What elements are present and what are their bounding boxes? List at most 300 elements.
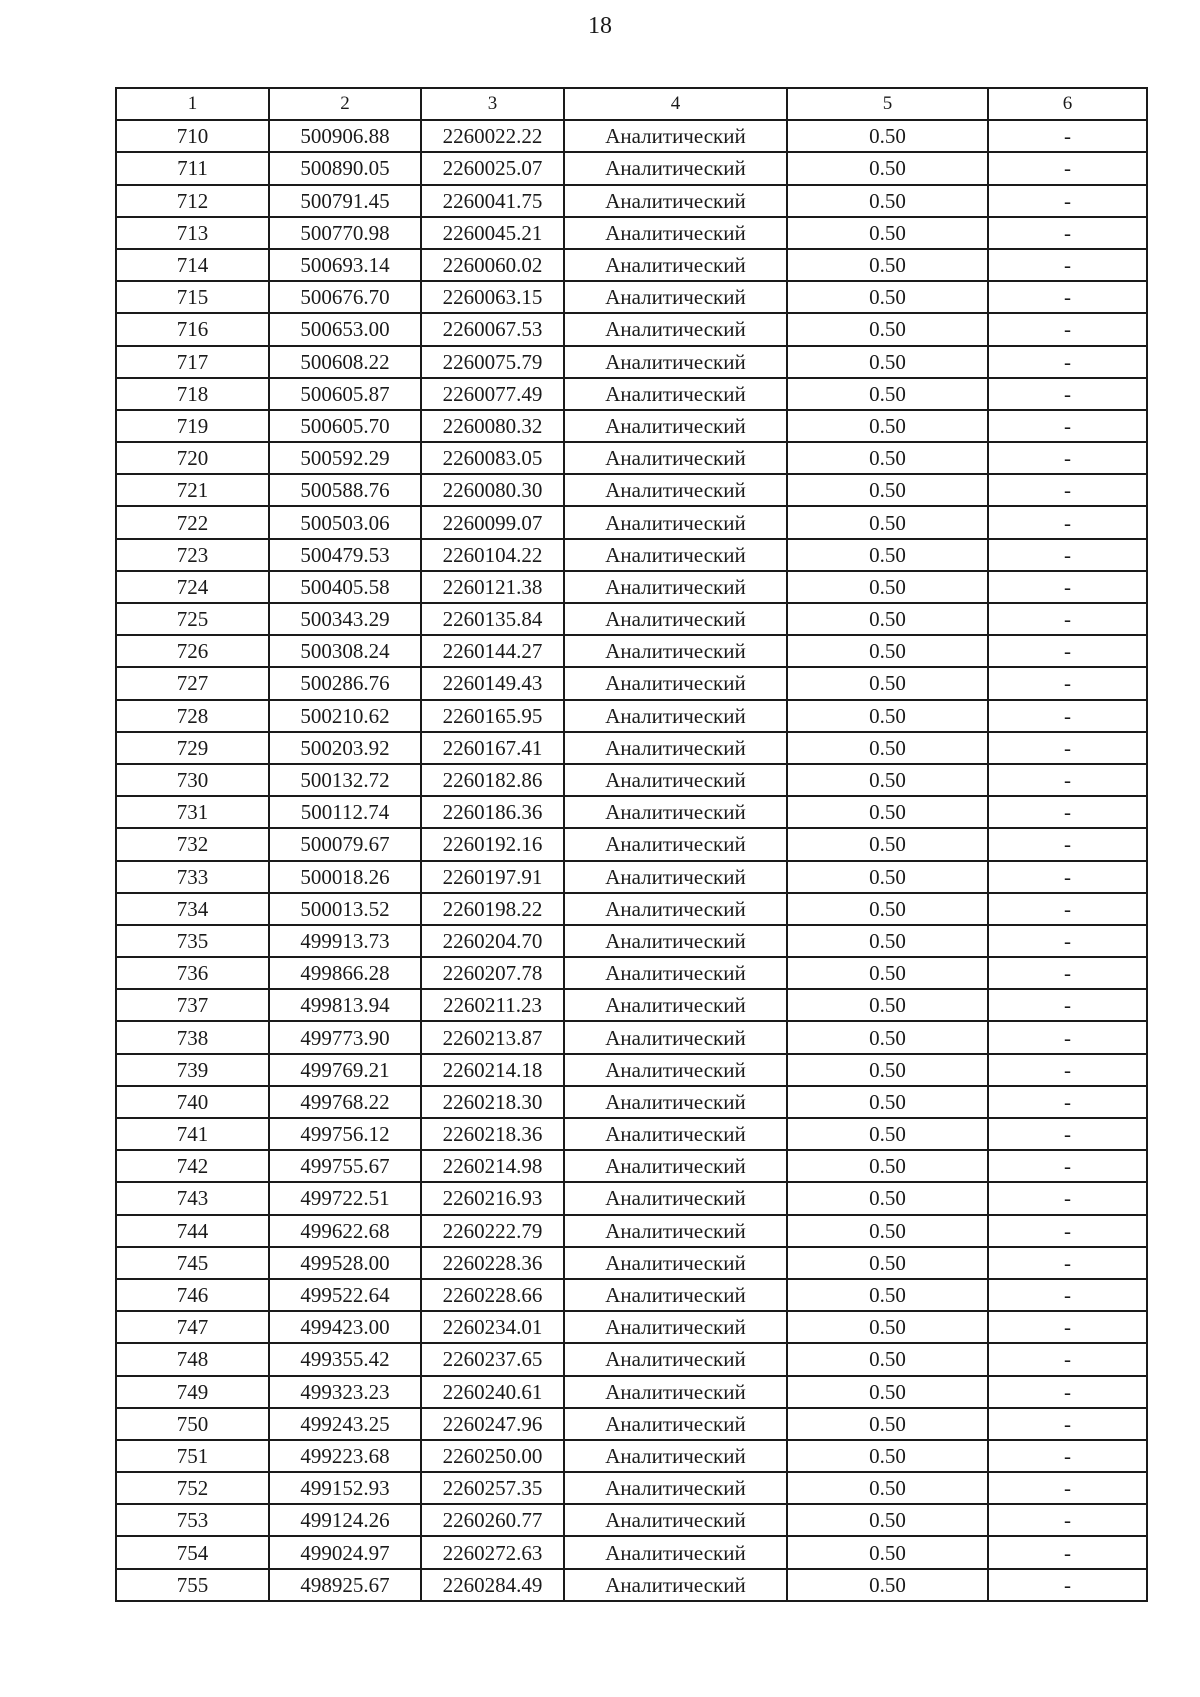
accuracy-cell: 0.50 <box>787 667 988 699</box>
note-cell: - <box>988 1182 1147 1214</box>
table-row <box>116 1054 1147 1086</box>
note-cell: - <box>988 1054 1147 1086</box>
accuracy-cell: 0.50 <box>787 925 988 957</box>
x-coordinate-cell: 499866.28 <box>269 957 421 989</box>
x-coordinate-cell: 500791.45 <box>269 185 421 217</box>
method-cell: Аналитический <box>564 1504 787 1536</box>
coordinates-table <box>115 87 1148 1602</box>
y-coordinate-cell: 2260192.16 <box>421 828 564 860</box>
table-row <box>116 152 1147 184</box>
y-coordinate-cell: 2260272.63 <box>421 1536 564 1568</box>
x-coordinate-cell: 500592.29 <box>269 442 421 474</box>
accuracy-cell: 0.50 <box>787 989 988 1021</box>
page-number: 18 <box>588 13 612 39</box>
x-coordinate-cell: 499722.51 <box>269 1182 421 1214</box>
accuracy-cell: 0.50 <box>787 1118 988 1150</box>
x-coordinate-cell: 500308.24 <box>269 635 421 667</box>
note-cell: - <box>988 506 1147 538</box>
note-cell: - <box>988 378 1147 410</box>
x-coordinate-cell: 499522.64 <box>269 1279 421 1311</box>
x-coordinate-cell: 500605.70 <box>269 410 421 442</box>
table-row <box>116 1150 1147 1182</box>
accuracy-cell: 0.50 <box>787 571 988 603</box>
x-coordinate-cell: 500608.22 <box>269 346 421 378</box>
x-coordinate-cell: 500203.92 <box>269 732 421 764</box>
method-cell: Аналитический <box>564 700 787 732</box>
y-coordinate-cell: 2260228.66 <box>421 1279 564 1311</box>
table-row <box>116 442 1147 474</box>
x-coordinate-cell: 500503.06 <box>269 506 421 538</box>
accuracy-cell: 0.50 <box>787 732 988 764</box>
accuracy-cell: 0.50 <box>787 1054 988 1086</box>
point-number-cell: 724 <box>116 571 269 603</box>
y-coordinate-cell: 2260077.49 <box>421 378 564 410</box>
accuracy-cell: 0.50 <box>787 1311 988 1343</box>
x-coordinate-cell: 499243.25 <box>269 1408 421 1440</box>
accuracy-cell: 0.50 <box>787 539 988 571</box>
table-row <box>116 1472 1147 1504</box>
header-cell-1: 1 <box>116 88 269 120</box>
y-coordinate-cell: 2260080.30 <box>421 474 564 506</box>
method-cell: Аналитический <box>564 635 787 667</box>
y-coordinate-cell: 2260222.79 <box>421 1215 564 1247</box>
y-coordinate-cell: 2260121.38 <box>421 571 564 603</box>
method-cell: Аналитический <box>564 1054 787 1086</box>
point-number-cell: 714 <box>116 249 269 281</box>
table-row <box>116 346 1147 378</box>
method-cell: Аналитический <box>564 1215 787 1247</box>
method-cell: Аналитический <box>564 957 787 989</box>
note-cell: - <box>988 571 1147 603</box>
method-cell: Аналитический <box>564 828 787 860</box>
x-coordinate-cell: 500210.62 <box>269 700 421 732</box>
point-number-cell: 747 <box>116 1311 269 1343</box>
y-coordinate-cell: 2260083.05 <box>421 442 564 474</box>
point-number-cell: 730 <box>116 764 269 796</box>
method-cell: Аналитический <box>564 1247 787 1279</box>
table-row <box>116 1118 1147 1150</box>
table-row <box>116 1440 1147 1472</box>
point-number-cell: 754 <box>116 1536 269 1568</box>
x-coordinate-cell: 499622.68 <box>269 1215 421 1247</box>
note-cell: - <box>988 249 1147 281</box>
note-cell: - <box>988 1569 1147 1601</box>
x-coordinate-cell: 499323.23 <box>269 1376 421 1408</box>
x-coordinate-cell: 500132.72 <box>269 764 421 796</box>
note-cell: - <box>988 1472 1147 1504</box>
table-row <box>116 861 1147 893</box>
accuracy-cell: 0.50 <box>787 861 988 893</box>
accuracy-cell: 0.50 <box>787 378 988 410</box>
point-number-cell: 719 <box>116 410 269 442</box>
method-cell: Аналитический <box>564 893 787 925</box>
point-number-cell: 737 <box>116 989 269 1021</box>
method-cell: Аналитический <box>564 603 787 635</box>
accuracy-cell: 0.50 <box>787 1440 988 1472</box>
note-cell: - <box>988 764 1147 796</box>
method-cell: Аналитический <box>564 1569 787 1601</box>
table-row <box>116 378 1147 410</box>
point-number-cell: 739 <box>116 1054 269 1086</box>
y-coordinate-cell: 2260022.22 <box>421 120 564 152</box>
method-cell: Аналитический <box>564 313 787 345</box>
note-cell: - <box>988 1408 1147 1440</box>
y-coordinate-cell: 2260080.32 <box>421 410 564 442</box>
accuracy-cell: 0.50 <box>787 346 988 378</box>
x-coordinate-cell: 499223.68 <box>269 1440 421 1472</box>
method-cell: Аналитический <box>564 861 787 893</box>
x-coordinate-cell: 499756.12 <box>269 1118 421 1150</box>
note-cell: - <box>988 346 1147 378</box>
note-cell: - <box>988 1021 1147 1053</box>
note-cell: - <box>988 828 1147 860</box>
point-number-cell: 752 <box>116 1472 269 1504</box>
note-cell: - <box>988 539 1147 571</box>
y-coordinate-cell: 2260284.49 <box>421 1569 564 1601</box>
note-cell: - <box>988 217 1147 249</box>
y-coordinate-cell: 2260167.41 <box>421 732 564 764</box>
point-number-cell: 720 <box>116 442 269 474</box>
x-coordinate-cell: 500770.98 <box>269 217 421 249</box>
note-cell: - <box>988 1343 1147 1375</box>
accuracy-cell: 0.50 <box>787 442 988 474</box>
y-coordinate-cell: 2260257.35 <box>421 1472 564 1504</box>
x-coordinate-cell: 499152.93 <box>269 1472 421 1504</box>
y-coordinate-cell: 2260214.98 <box>421 1150 564 1182</box>
note-cell: - <box>988 1118 1147 1150</box>
table-row <box>116 1408 1147 1440</box>
method-cell: Аналитический <box>564 1182 787 1214</box>
table-row <box>116 1021 1147 1053</box>
table-row <box>116 828 1147 860</box>
accuracy-cell: 0.50 <box>787 635 988 667</box>
y-coordinate-cell: 2260218.30 <box>421 1086 564 1118</box>
note-cell: - <box>988 861 1147 893</box>
accuracy-cell: 0.50 <box>787 764 988 796</box>
y-coordinate-cell: 2260067.53 <box>421 313 564 345</box>
accuracy-cell: 0.50 <box>787 1215 988 1247</box>
method-cell: Аналитический <box>564 1311 787 1343</box>
method-cell: Аналитический <box>564 120 787 152</box>
method-cell: Аналитический <box>564 1376 787 1408</box>
point-number-cell: 746 <box>116 1279 269 1311</box>
method-cell: Аналитический <box>564 1343 787 1375</box>
method-cell: Аналитический <box>564 1536 787 1568</box>
point-number-cell: 753 <box>116 1504 269 1536</box>
y-coordinate-cell: 2260228.36 <box>421 1247 564 1279</box>
header-cell-5: 5 <box>787 88 988 120</box>
method-cell: Аналитический <box>564 732 787 764</box>
x-coordinate-cell: 500343.29 <box>269 603 421 635</box>
point-number-cell: 741 <box>116 1118 269 1150</box>
x-coordinate-cell: 500079.67 <box>269 828 421 860</box>
accuracy-cell: 0.50 <box>787 410 988 442</box>
table-row <box>116 732 1147 764</box>
point-number-cell: 751 <box>116 1440 269 1472</box>
method-cell: Аналитический <box>564 1021 787 1053</box>
table-row <box>116 571 1147 603</box>
accuracy-cell: 0.50 <box>787 1343 988 1375</box>
y-coordinate-cell: 2260075.79 <box>421 346 564 378</box>
method-cell: Аналитический <box>564 1118 787 1150</box>
method-cell: Аналитический <box>564 764 787 796</box>
note-cell: - <box>988 1215 1147 1247</box>
accuracy-cell: 0.50 <box>787 957 988 989</box>
y-coordinate-cell: 2260216.93 <box>421 1182 564 1214</box>
accuracy-cell: 0.50 <box>787 249 988 281</box>
x-coordinate-cell: 499769.21 <box>269 1054 421 1086</box>
y-coordinate-cell: 2260165.95 <box>421 700 564 732</box>
table-row <box>116 313 1147 345</box>
note-cell: - <box>988 1536 1147 1568</box>
note-cell: - <box>988 152 1147 184</box>
method-cell: Аналитический <box>564 152 787 184</box>
table-row <box>116 185 1147 217</box>
accuracy-cell: 0.50 <box>787 313 988 345</box>
note-cell: - <box>988 1376 1147 1408</box>
point-number-cell: 744 <box>116 1215 269 1247</box>
accuracy-cell: 0.50 <box>787 1408 988 1440</box>
y-coordinate-cell: 2260218.36 <box>421 1118 564 1150</box>
note-cell: - <box>988 893 1147 925</box>
point-number-cell: 736 <box>116 957 269 989</box>
point-number-cell: 742 <box>116 1150 269 1182</box>
accuracy-cell: 0.50 <box>787 1279 988 1311</box>
table-row <box>116 667 1147 699</box>
method-cell: Аналитический <box>564 346 787 378</box>
table-row <box>116 249 1147 281</box>
table-row <box>116 989 1147 1021</box>
table-row <box>116 1343 1147 1375</box>
x-coordinate-cell: 500890.05 <box>269 152 421 184</box>
note-cell: - <box>988 1247 1147 1279</box>
note-cell: - <box>988 474 1147 506</box>
table-row <box>116 1247 1147 1279</box>
point-number-cell: 745 <box>116 1247 269 1279</box>
y-coordinate-cell: 2260250.00 <box>421 1440 564 1472</box>
x-coordinate-cell: 500286.76 <box>269 667 421 699</box>
point-number-cell: 718 <box>116 378 269 410</box>
point-number-cell: 732 <box>116 828 269 860</box>
table-row <box>116 217 1147 249</box>
point-number-cell: 715 <box>116 281 269 313</box>
y-coordinate-cell: 2260198.22 <box>421 893 564 925</box>
y-coordinate-cell: 2260099.07 <box>421 506 564 538</box>
note-cell: - <box>988 1440 1147 1472</box>
x-coordinate-cell: 498925.67 <box>269 1569 421 1601</box>
table-row <box>116 1182 1147 1214</box>
accuracy-cell: 0.50 <box>787 1150 988 1182</box>
point-number-cell: 738 <box>116 1021 269 1053</box>
note-cell: - <box>988 957 1147 989</box>
table-row <box>116 1376 1147 1408</box>
point-number-cell: 755 <box>116 1569 269 1601</box>
accuracy-cell: 0.50 <box>787 474 988 506</box>
point-number-cell: 713 <box>116 217 269 249</box>
note-cell: - <box>988 603 1147 635</box>
y-coordinate-cell: 2260211.23 <box>421 989 564 1021</box>
point-number-cell: 716 <box>116 313 269 345</box>
accuracy-cell: 0.50 <box>787 1182 988 1214</box>
y-coordinate-cell: 2260041.75 <box>421 185 564 217</box>
accuracy-cell: 0.50 <box>787 603 988 635</box>
accuracy-cell: 0.50 <box>787 1569 988 1601</box>
x-coordinate-cell: 499355.42 <box>269 1343 421 1375</box>
point-number-cell: 726 <box>116 635 269 667</box>
note-cell: - <box>988 1150 1147 1182</box>
note-cell: - <box>988 281 1147 313</box>
note-cell: - <box>988 700 1147 732</box>
note-cell: - <box>988 410 1147 442</box>
accuracy-cell: 0.50 <box>787 1021 988 1053</box>
x-coordinate-cell: 499423.00 <box>269 1311 421 1343</box>
table-row <box>116 281 1147 313</box>
x-coordinate-cell: 500588.76 <box>269 474 421 506</box>
point-number-cell: 734 <box>116 893 269 925</box>
method-cell: Аналитический <box>564 217 787 249</box>
note-cell: - <box>988 796 1147 828</box>
accuracy-cell: 0.50 <box>787 1247 988 1279</box>
y-coordinate-cell: 2260104.22 <box>421 539 564 571</box>
y-coordinate-cell: 2260260.77 <box>421 1504 564 1536</box>
method-cell: Аналитический <box>564 667 787 699</box>
method-cell: Аналитический <box>564 1086 787 1118</box>
table-row <box>116 796 1147 828</box>
header-cell-4: 4 <box>564 88 787 120</box>
note-cell: - <box>988 1086 1147 1118</box>
table-row <box>116 1215 1147 1247</box>
point-number-cell: 717 <box>116 346 269 378</box>
table-row <box>116 957 1147 989</box>
point-number-cell: 735 <box>116 925 269 957</box>
method-cell: Аналитический <box>564 249 787 281</box>
note-cell: - <box>988 1504 1147 1536</box>
x-coordinate-cell: 499124.26 <box>269 1504 421 1536</box>
y-coordinate-cell: 2260240.61 <box>421 1376 564 1408</box>
accuracy-cell: 0.50 <box>787 1376 988 1408</box>
y-coordinate-cell: 2260063.15 <box>421 281 564 313</box>
accuracy-cell: 0.50 <box>787 1504 988 1536</box>
table-row <box>116 120 1147 152</box>
table-row <box>116 700 1147 732</box>
y-coordinate-cell: 2260207.78 <box>421 957 564 989</box>
y-coordinate-cell: 2260182.86 <box>421 764 564 796</box>
table-row <box>116 893 1147 925</box>
point-number-cell: 733 <box>116 861 269 893</box>
note-cell: - <box>988 989 1147 1021</box>
accuracy-cell: 0.50 <box>787 120 988 152</box>
point-number-cell: 740 <box>116 1086 269 1118</box>
point-number-cell: 711 <box>116 152 269 184</box>
header-cell-6: 6 <box>988 88 1147 120</box>
x-coordinate-cell: 500479.53 <box>269 539 421 571</box>
note-cell: - <box>988 732 1147 764</box>
table-row <box>116 1504 1147 1536</box>
point-number-cell: 729 <box>116 732 269 764</box>
point-number-cell: 748 <box>116 1343 269 1375</box>
accuracy-cell: 0.50 <box>787 1472 988 1504</box>
method-cell: Аналитический <box>564 442 787 474</box>
method-cell: Аналитический <box>564 1440 787 1472</box>
table-row <box>116 506 1147 538</box>
y-coordinate-cell: 2260214.18 <box>421 1054 564 1086</box>
table-row <box>116 925 1147 957</box>
x-coordinate-cell: 499528.00 <box>269 1247 421 1279</box>
y-coordinate-cell: 2260025.07 <box>421 152 564 184</box>
method-cell: Аналитический <box>564 506 787 538</box>
x-coordinate-cell: 500653.00 <box>269 313 421 345</box>
table-row <box>116 474 1147 506</box>
table-row <box>116 1311 1147 1343</box>
note-cell: - <box>988 667 1147 699</box>
point-number-cell: 712 <box>116 185 269 217</box>
y-coordinate-cell: 2260234.01 <box>421 1311 564 1343</box>
table-row <box>116 1536 1147 1568</box>
accuracy-cell: 0.50 <box>787 893 988 925</box>
method-cell: Аналитический <box>564 1408 787 1440</box>
accuracy-cell: 0.50 <box>787 185 988 217</box>
table-row <box>116 410 1147 442</box>
note-cell: - <box>988 1279 1147 1311</box>
accuracy-cell: 0.50 <box>787 828 988 860</box>
table-row <box>116 539 1147 571</box>
method-cell: Аналитический <box>564 796 787 828</box>
accuracy-cell: 0.50 <box>787 506 988 538</box>
table-row <box>116 603 1147 635</box>
x-coordinate-cell: 499024.97 <box>269 1536 421 1568</box>
accuracy-cell: 0.50 <box>787 1536 988 1568</box>
point-number-cell: 727 <box>116 667 269 699</box>
note-cell: - <box>988 635 1147 667</box>
x-coordinate-cell: 499913.73 <box>269 925 421 957</box>
method-cell: Аналитический <box>564 1279 787 1311</box>
accuracy-cell: 0.50 <box>787 152 988 184</box>
y-coordinate-cell: 2260197.91 <box>421 861 564 893</box>
point-number-cell: 721 <box>116 474 269 506</box>
note-cell: - <box>988 313 1147 345</box>
method-cell: Аналитический <box>564 410 787 442</box>
table-row <box>116 1279 1147 1311</box>
x-coordinate-cell: 499755.67 <box>269 1150 421 1182</box>
y-coordinate-cell: 2260060.02 <box>421 249 564 281</box>
table-body <box>116 120 1147 1601</box>
point-number-cell: 723 <box>116 539 269 571</box>
x-coordinate-cell: 500605.87 <box>269 378 421 410</box>
method-cell: Аналитический <box>564 1472 787 1504</box>
point-number-cell: 722 <box>116 506 269 538</box>
table-row <box>116 1086 1147 1118</box>
header-cell-2: 2 <box>269 88 421 120</box>
point-number-cell: 731 <box>116 796 269 828</box>
x-coordinate-cell: 500906.88 <box>269 120 421 152</box>
x-coordinate-cell: 500112.74 <box>269 796 421 828</box>
accuracy-cell: 0.50 <box>787 700 988 732</box>
accuracy-cell: 0.50 <box>787 796 988 828</box>
method-cell: Аналитический <box>564 925 787 957</box>
x-coordinate-cell: 500676.70 <box>269 281 421 313</box>
y-coordinate-cell: 2260247.96 <box>421 1408 564 1440</box>
x-coordinate-cell: 499768.22 <box>269 1086 421 1118</box>
method-cell: Аналитический <box>564 989 787 1021</box>
x-coordinate-cell: 500013.52 <box>269 893 421 925</box>
table-row <box>116 635 1147 667</box>
y-coordinate-cell: 2260237.65 <box>421 1343 564 1375</box>
note-cell: - <box>988 1311 1147 1343</box>
x-coordinate-cell: 500405.58 <box>269 571 421 603</box>
accuracy-cell: 0.50 <box>787 217 988 249</box>
method-cell: Аналитический <box>564 185 787 217</box>
method-cell: Аналитический <box>564 474 787 506</box>
